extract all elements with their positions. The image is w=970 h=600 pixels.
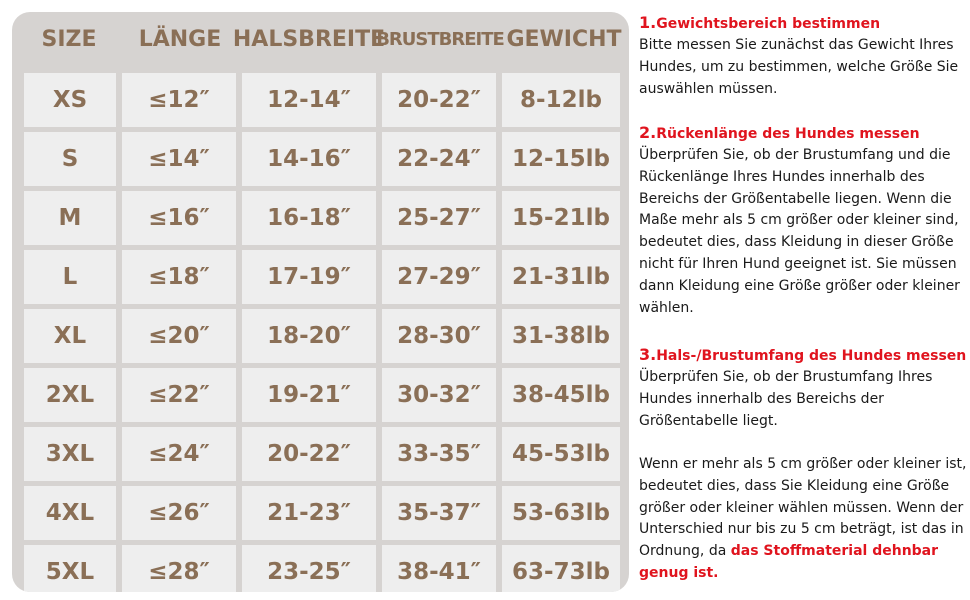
header-neck-width: HALSBREITE	[232, 27, 386, 52]
cell-size: XS	[24, 73, 116, 127]
step-2-number: 2.	[639, 123, 657, 142]
table-row	[12, 545, 629, 592]
step-1-body: Bitte messen Sie zunächst das Gewicht Ihres Hundes, um zu bestimmen, welche Größe Sie auswählen müssen.	[639, 37, 959, 97]
cell-chest-width: 35-37″	[382, 486, 496, 540]
table-row	[12, 427, 629, 481]
cell-weight: 53-63lb	[502, 486, 620, 540]
cell-chest-width: 20-22″	[382, 73, 496, 127]
cell-length: ≤22″	[122, 368, 236, 422]
cell-weight: 38-45lb	[502, 368, 620, 422]
cell-size: 3XL	[24, 427, 116, 481]
cell-neck-width: 19-21″	[242, 368, 376, 422]
table-row	[12, 486, 629, 540]
cell-neck-width: 17-19″	[242, 250, 376, 304]
cell-length: ≤18″	[122, 250, 236, 304]
step-1-number: 1.	[639, 13, 657, 32]
cell-size: L	[24, 250, 116, 304]
cell-size: M	[24, 191, 116, 245]
table-header-row	[12, 12, 629, 67]
cell-neck-width: 12-14″	[242, 73, 376, 127]
size-instructions	[639, 12, 967, 585]
step-1-heading	[639, 12, 967, 35]
step-3-body: Überprüfen Sie, ob der Brustumfang Ihres Hundes innerhalb des Bereichs der Größentabelle liegt.	[639, 369, 933, 429]
cell-length: ≤16″	[122, 191, 236, 245]
cell-chest-width: 33-35″	[382, 427, 496, 481]
cell-weight: 21-31lb	[502, 250, 620, 304]
table-row	[12, 191, 629, 245]
cell-weight: 31-38lb	[502, 309, 620, 363]
cell-size: XL	[24, 309, 116, 363]
table-row	[12, 250, 629, 304]
note	[639, 454, 967, 585]
table-row	[12, 368, 629, 422]
header-length: LÄNGE	[138, 27, 222, 52]
cell-chest-width: 30-32″	[382, 368, 496, 422]
note-highlight: das Stoffmaterial dehnbar genug ist.	[639, 543, 939, 581]
step-1-title: Gewichtsbereich bestimmen	[656, 16, 881, 32]
cell-size: 4XL	[24, 486, 116, 540]
cell-size: S	[24, 132, 116, 186]
step-2	[639, 122, 967, 344]
cell-neck-width: 18-20″	[242, 309, 376, 363]
step-2-heading	[639, 122, 967, 145]
step-2-body: Überprüfen Sie, ob der Brustumfang und die Rückenlänge Ihres Hundes innerhalb des Bereichs der Größentabelle liegen. Wenn die Maße mehr als 5 cm größer oder kleiner sind, bedeutet dies, dass Kleidung in dieser Größe nicht für Ihren Hund geeignet ist. Sie müssen dann Kleidung eine Größe größer oder kleiner wählen.	[639, 147, 960, 316]
cell-neck-width: 16-18″	[242, 191, 376, 245]
header-size: SIZE	[41, 27, 97, 52]
table-row	[12, 73, 629, 127]
note-text: Wenn er mehr als 5 cm größer oder kleiner ist, bedeutet dies, dass Sie Kleidung eine Größe größer oder kleiner wählen müssen. Wenn der Unterschied nur bis zu 5 cm beträgt, ist das in Ordnung, da	[639, 456, 967, 560]
table-row	[12, 132, 629, 186]
cell-chest-width: 28-30″	[382, 309, 496, 363]
header-weight: GEWICHT	[506, 27, 622, 52]
header-chest-width: BRUSTBREITE	[376, 29, 504, 50]
step-2-title: Rückenlänge des Hundes messen	[656, 126, 920, 142]
cell-length: ≤24″	[122, 427, 236, 481]
cell-length: ≤14″	[122, 132, 236, 186]
table-row	[12, 309, 629, 363]
step-1	[639, 12, 967, 122]
cell-chest-width: 27-29″	[382, 250, 496, 304]
cell-chest-width: 38-41″	[382, 545, 496, 592]
step-3	[639, 344, 967, 454]
note-body	[639, 454, 967, 585]
cell-neck-width: 20-22″	[242, 427, 376, 481]
cell-weight: 12-15lb	[502, 132, 620, 186]
step-3-heading	[639, 344, 967, 367]
cell-size: 5XL	[24, 545, 116, 592]
cell-weight: 15-21lb	[502, 191, 620, 245]
cell-weight: 63-73lb	[502, 545, 620, 592]
cell-length: ≤26″	[122, 486, 236, 540]
cell-neck-width: 23-25″	[242, 545, 376, 592]
cell-weight: 8-12lb	[502, 73, 620, 127]
cell-length: ≤28″	[122, 545, 236, 592]
cell-neck-width: 14-16″	[242, 132, 376, 186]
step-3-number: 3.	[639, 345, 657, 364]
cell-chest-width: 22-24″	[382, 132, 496, 186]
size-chart-table	[12, 12, 629, 592]
cell-chest-width: 25-27″	[382, 191, 496, 245]
step-3-title: Hals-/Brustumfang des Hundes messen	[656, 348, 967, 364]
cell-length: ≤12″	[122, 73, 236, 127]
cell-length: ≤20″	[122, 309, 236, 363]
cell-neck-width: 21-23″	[242, 486, 376, 540]
cell-weight: 45-53lb	[502, 427, 620, 481]
cell-size: 2XL	[24, 368, 116, 422]
